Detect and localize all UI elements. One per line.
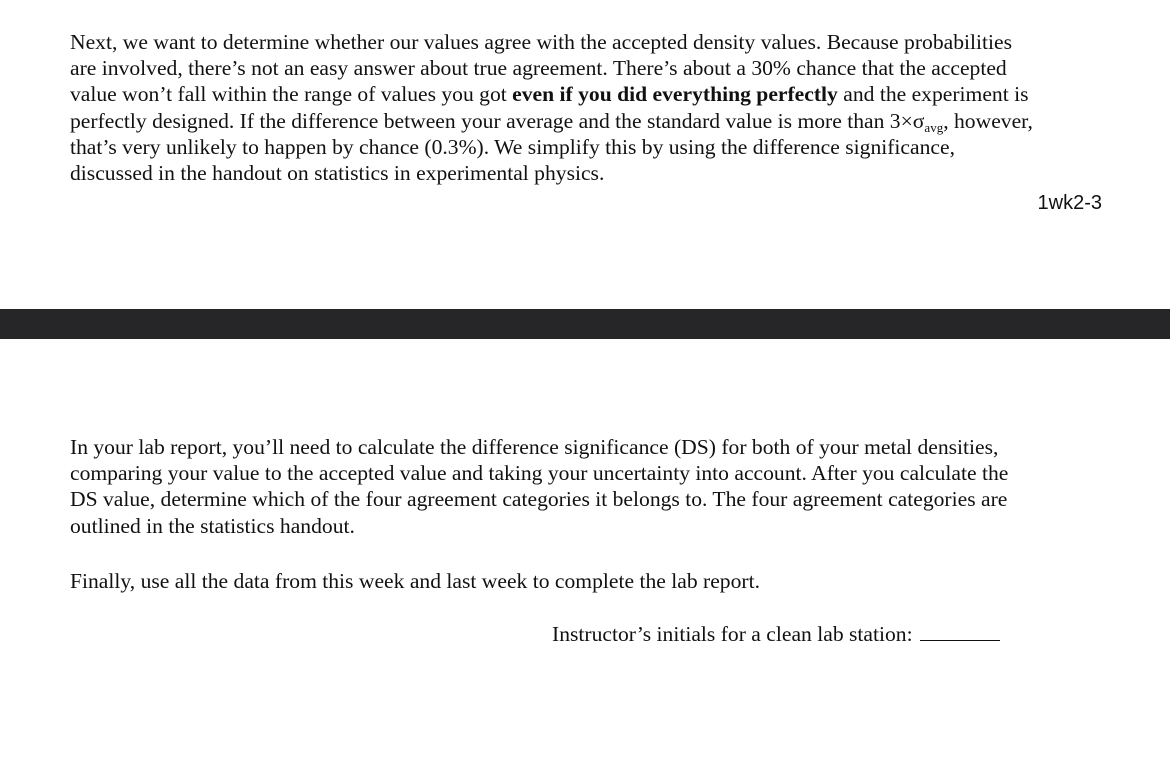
text-run: , however,	[943, 108, 1033, 133]
emphasis-text: even if you did everything perfectly	[512, 82, 838, 107]
paragraph-line: outlined in the statistics handout.	[70, 513, 355, 538]
initials-blank[interactable]	[920, 620, 1000, 641]
paragraph-line	[70, 81, 1033, 107]
paragraph-line: comparing your value to the accepted value and taking your uncertainty into account. After you calculate the	[70, 461, 1009, 486]
paragraph-line	[70, 108, 1033, 134]
text-run: perfectly designed. If the difference between your average and the standard value is more than 3×σ	[70, 108, 925, 133]
signature-label: Instructor’s initials for a clean lab station:	[552, 622, 913, 646]
instructor-initials-line	[552, 620, 1000, 647]
lab-report-paragraph	[70, 434, 1008, 539]
final-paragraph	[70, 568, 760, 594]
paragraph-line: Finally, use all the data from this week and last week to complete the lab report.	[70, 569, 760, 593]
intro-paragraph	[70, 29, 1033, 186]
paragraph-line: discussed in the handout on statistics in experimental physics.	[70, 161, 605, 186]
text-run: value won’t fall within the range of values you got	[70, 82, 513, 107]
sigma-subscript: avg	[924, 119, 944, 135]
paragraph-line: are involved, there’s not an easy answer about true agreement. There’s about a 30% chance that the accepted	[70, 56, 1007, 81]
paragraph-line: In your lab report, you’ll need to calculate the difference significance (DS) for both of your metal densities,	[70, 435, 999, 459]
paragraph-line: Next, we want to determine whether our values agree with the accepted density values. Because probabilities	[70, 30, 1012, 54]
page-number: 1wk2-3	[1037, 192, 1102, 214]
page-divider	[0, 309, 1170, 339]
paragraph-line: DS value, determine which of the four agreement categories it belongs to. The four agreement categories are	[70, 487, 1008, 512]
paragraph-line: that’s very unlikely to happen by chance (0.3%). We simplify this by using the difference significance,	[70, 134, 955, 159]
text-run: and the experiment is	[837, 82, 1029, 107]
